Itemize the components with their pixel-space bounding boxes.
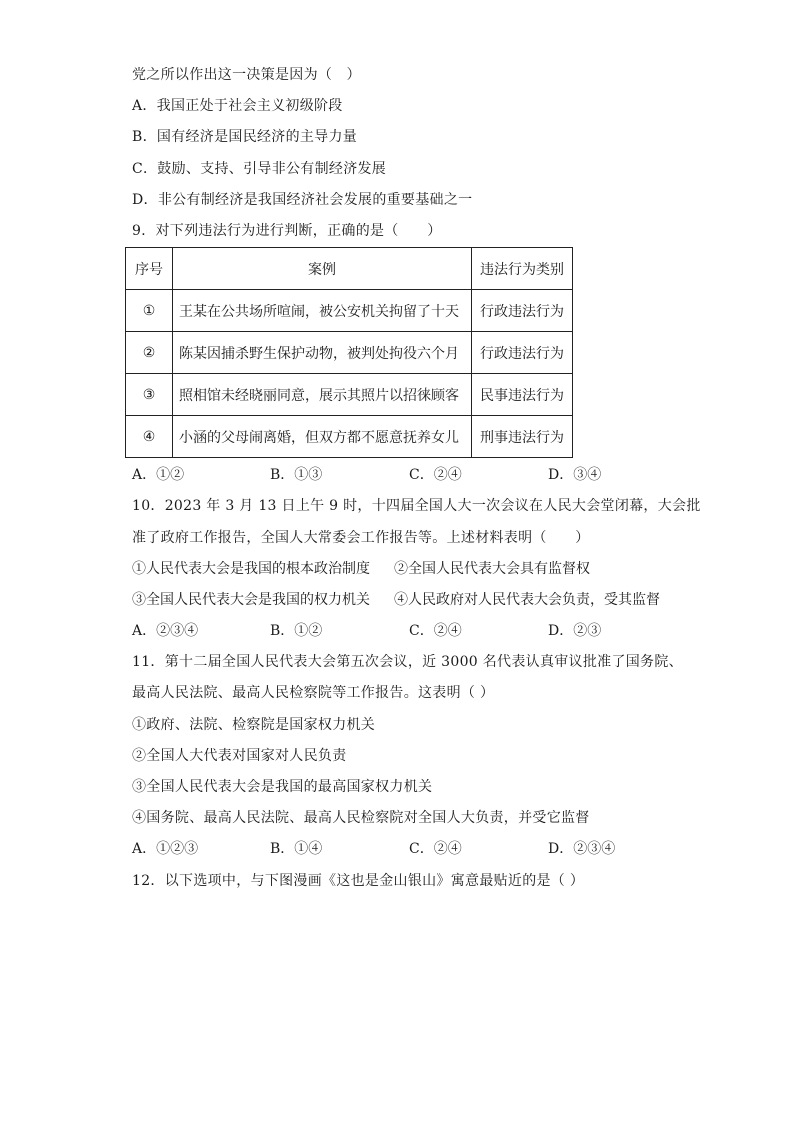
q11-choice-d[interactable]: D．②③④ (548, 841, 616, 857)
q10-choice-a[interactable]: A．②③④ (132, 623, 199, 639)
q8-option-a: A．我国正处于社会主义初级阶段 (132, 98, 343, 114)
q9-case-table (125, 247, 573, 458)
q9-choice-a[interactable]: A．①② (132, 467, 185, 483)
table-row (126, 332, 573, 374)
q10-choice-d[interactable]: D．②③ (548, 623, 602, 639)
q11-statement-2: ②全国人大代表对国家对人民负责 (132, 748, 347, 764)
q10-choice-c[interactable]: C．②④ (409, 623, 462, 639)
row-case: 王某在公共场所喧闹，被公安机关拘留了十天 (173, 290, 472, 332)
q11-statement-1: ①政府、法院、检察院是国家权力机关 (132, 717, 376, 733)
q10-statement-2: ②全国人民代表大会具有监督权 (394, 561, 590, 577)
q9-choices (132, 465, 652, 485)
q8-option-b: B．国有经济是国民经济的主导力量 (132, 129, 358, 145)
row-type: 行政违法行为 (472, 290, 573, 332)
q8-stem: 党之所以作出这一决策是因为（ ） (132, 67, 361, 83)
q9-stem: 9．对下列违法行为进行判断，正确的是（ ） (132, 223, 442, 239)
row-index: ④ (126, 416, 173, 458)
q10-statement-4: ④人民政府对人民代表大会负责，受其监督 (394, 592, 660, 608)
header-index: 序号 (126, 248, 173, 290)
row-index: ③ (126, 374, 173, 416)
q11-stem-line2: 最高人民法院、最高人民检察院等工作报告。这表明（ ） (132, 685, 495, 701)
table-row (126, 290, 573, 332)
table-row (126, 416, 573, 458)
q11-choice-c[interactable]: C．②④ (409, 841, 462, 857)
q12-stem: 12．以下选项中，与下图漫画《这也是金山银山》寓意最贴近的是（ ） (132, 873, 585, 889)
q11-statement-4: ④国务院、最高人民法院、最高人民检察院对全国人大负责，并受它监督 (132, 810, 590, 826)
row-type: 民事违法行为 (472, 374, 573, 416)
row-case: 陈某因捕杀野生保护动物，被判处拘役六个月 (173, 332, 472, 374)
q9-choice-c[interactable]: C．②④ (409, 467, 462, 483)
row-type: 刑事违法行为 (472, 416, 573, 458)
table-row (126, 374, 573, 416)
table-header-row (126, 248, 573, 290)
q10-choices (132, 621, 652, 641)
q10-statement-3: ③全国人民代表大会是我国的权力机关 (132, 592, 370, 608)
q9-choice-d[interactable]: D．③④ (548, 467, 602, 483)
q8-option-d: D．非公有制经济是我国经济社会发展的重要基础之一 (132, 192, 473, 208)
q11-choice-b[interactable]: B．①④ (270, 841, 323, 857)
q10-stem-line2: 准了政府工作报告，全国人大常委会工作报告等。上述材料表明（ ） (132, 530, 590, 546)
q11-statement-3: ③全国人民代表大会是我国的最高国家权力机关 (132, 779, 433, 795)
row-index: ① (126, 290, 173, 332)
row-case: 小涵的父母闹离婚，但双方都不愿意抚养女儿 (173, 416, 472, 458)
q11-choices (132, 839, 652, 859)
header-type: 违法行为类别 (472, 248, 573, 290)
q11-choice-a[interactable]: A．①②③ (132, 841, 199, 857)
q11-stem-line1: 11．第十二届全国人民代表大会第五次会议，近 3000 名代表认真审议批准了国务院、 (132, 654, 683, 670)
q9-choice-b[interactable]: B．①③ (270, 467, 323, 483)
q10-statement-1: ①人民代表大会是我国的根本政治制度 (132, 561, 370, 577)
header-case: 案例 (173, 248, 472, 290)
q10-stem-line1: 10．2023 年 3 月 13 日上午 9 时，十四届全国人大一次会议在人民大会堂闭幕，大会批 (132, 498, 701, 514)
q8-option-c: C．鼓励、支持、引导非公有制经济发展 (132, 161, 387, 177)
row-case: 照相馆未经晓丽同意，展示其照片以招徕顾客 (173, 374, 472, 416)
row-index: ② (126, 332, 173, 374)
row-type: 行政违法行为 (472, 332, 573, 374)
q10-choice-b[interactable]: B．①② (270, 623, 323, 639)
